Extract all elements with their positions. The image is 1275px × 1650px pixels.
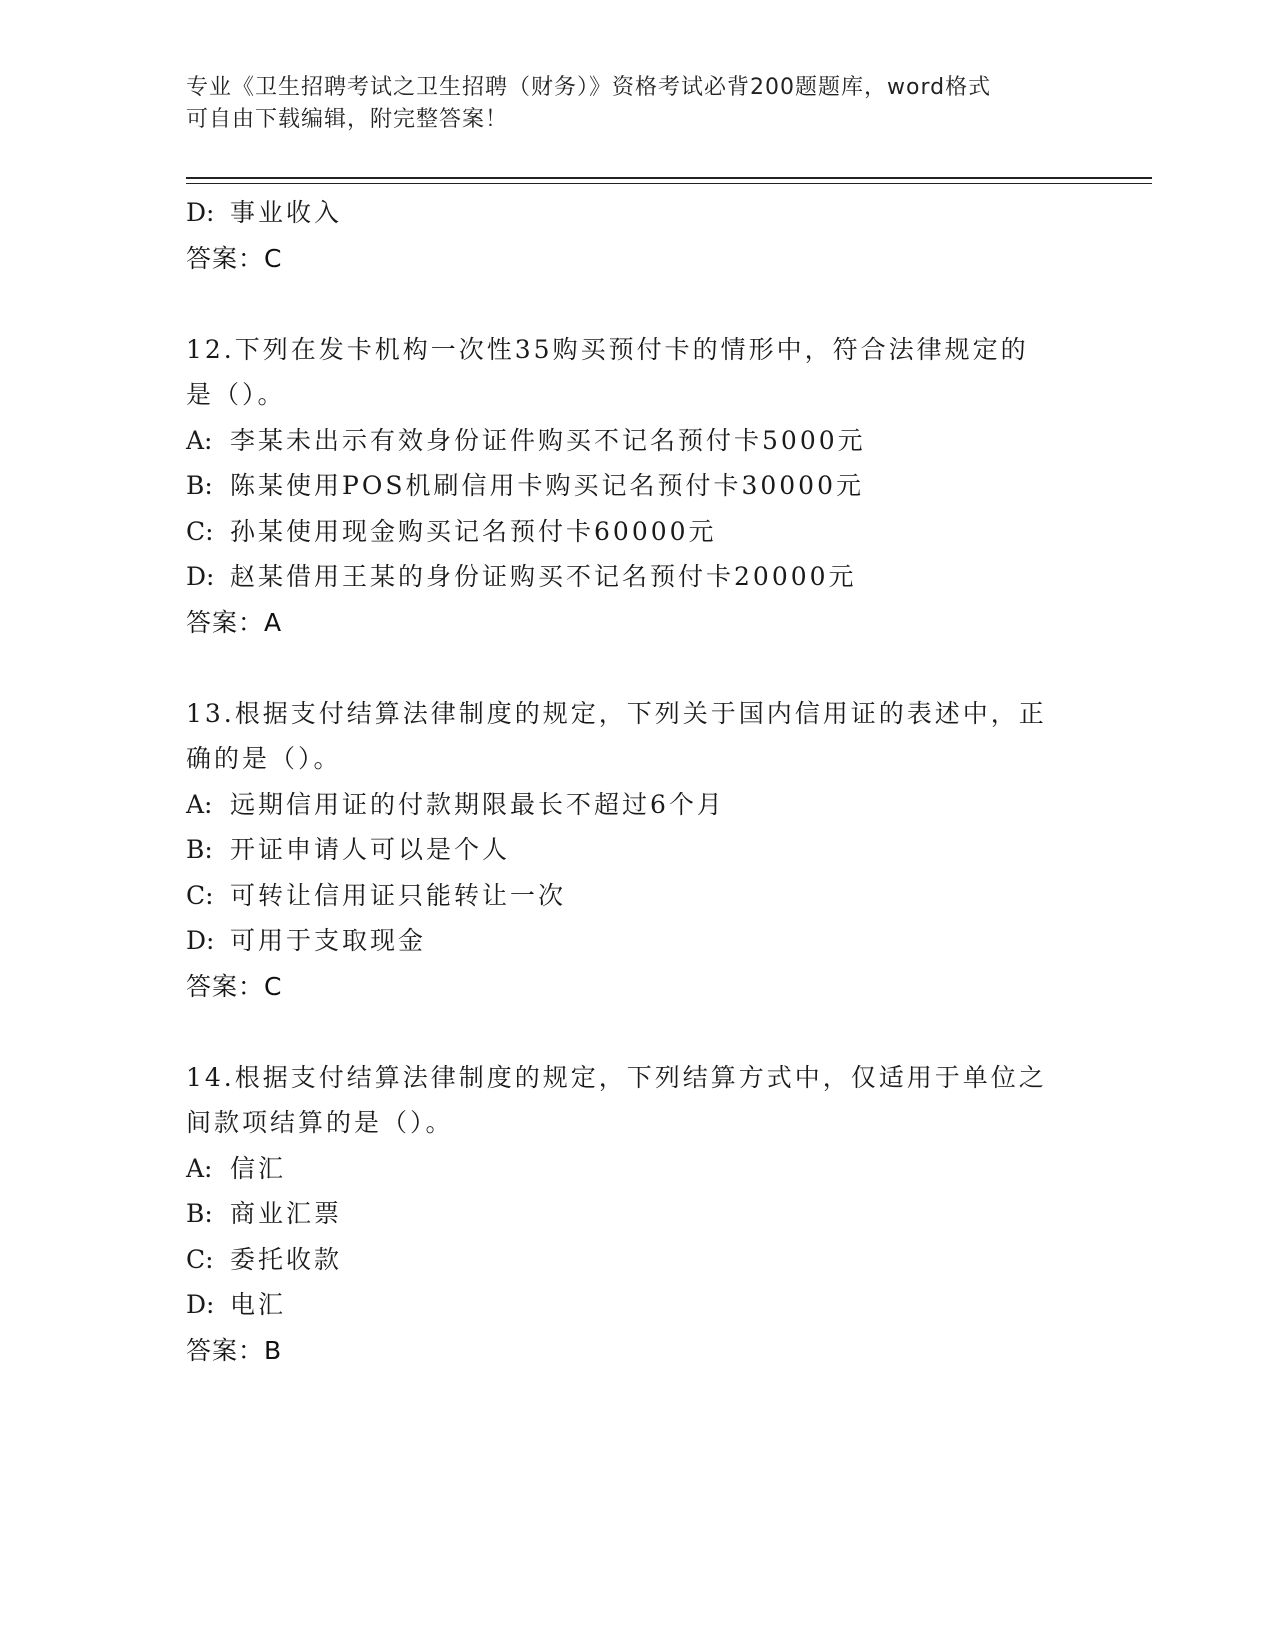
header-line-1: 专业《卫生招聘考试之卫生招聘（财务）》资格考试必背200题题库，word格式: [186, 75, 992, 100]
option-a: [186, 782, 1086, 828]
option-text: 孙某使用现金购买记名预付卡60000元: [230, 516, 717, 546]
option-b: [186, 827, 1086, 873]
option-text: 可转让信用证只能转让一次: [230, 880, 567, 910]
option-c: [186, 873, 1086, 919]
option-label: C:: [186, 1244, 214, 1274]
document-body: [186, 190, 1086, 1373]
question-14: [186, 1055, 1086, 1374]
question-stem-continued: 间款项结算的是（）。: [186, 1108, 454, 1137]
option-label: A:: [186, 1153, 213, 1183]
question-stem-continued: 确的是（）。: [186, 744, 342, 773]
option-label: D:: [186, 926, 215, 955]
answer-line: 答案：A: [186, 607, 283, 637]
document-header-note: [186, 72, 1086, 136]
option-b: [186, 463, 1086, 509]
option-text: 商业汇票: [230, 1199, 343, 1228]
option-d: [186, 1282, 1086, 1328]
option-label: D:: [186, 198, 215, 227]
option-text: 委托收款: [230, 1244, 343, 1274]
option-text: 电汇: [230, 1290, 287, 1319]
spacer: [186, 281, 1086, 327]
option-label: A:: [186, 789, 213, 819]
answer-line: 答案：C: [186, 971, 283, 1001]
option-text: 陈某使用POS机刷信用卡购买记名预付卡30000元: [230, 471, 864, 500]
answer-line: 答案：C: [186, 243, 283, 273]
option-text: 赵某借用王某的身份证购买不记名预付卡20000元: [230, 562, 857, 591]
option-c: [186, 1237, 1086, 1283]
option-label: D:: [186, 1290, 215, 1319]
question-stem: 12.下列在发卡机构一次性35购买预付卡的情形中，符合法律规定的: [186, 334, 1029, 364]
question-stem-continued: 是（）。: [186, 380, 286, 409]
option-text: 事业收入: [230, 198, 343, 227]
option-a: [186, 1146, 1086, 1192]
option-text: 可用于支取现金: [230, 926, 427, 955]
option-label: B:: [186, 1199, 213, 1228]
option-label: A:: [186, 425, 213, 455]
option-label: C:: [186, 516, 214, 546]
option-d: [186, 918, 1086, 964]
spacer: [186, 645, 1086, 691]
question-stem: 14.根据支付结算法律制度的规定，下列结算方式中，仅适用于单位之: [186, 1062, 1047, 1092]
option-text: 远期信用证的付款期限最长不超过6个月: [230, 789, 725, 819]
option-label: C:: [186, 880, 214, 910]
spacer: [186, 1009, 1086, 1055]
option-b: [186, 1191, 1086, 1237]
header-line-2: 可自由下载编辑，附完整答案！: [186, 107, 509, 132]
option-a: [186, 418, 1086, 464]
header-divider-thick: [186, 177, 1152, 179]
option-d: [186, 554, 1086, 600]
question-stem: 13.根据支付结算法律制度的规定，下列关于国内信用证的表述中，正: [186, 698, 1047, 728]
option-label: B:: [186, 835, 213, 864]
question-13: [186, 691, 1086, 1010]
question-12: [186, 327, 1086, 646]
option-d: [186, 190, 1086, 236]
option-label: D:: [186, 562, 215, 591]
option-text: 李某未出示有效身份证件购买不记名预付卡5000元: [230, 425, 866, 455]
option-text: 信汇: [230, 1153, 287, 1183]
option-label: B:: [186, 471, 213, 500]
header-divider-thin: [186, 183, 1152, 184]
option-text: 开证申请人可以是个人: [230, 835, 511, 864]
option-c: [186, 509, 1086, 555]
answer-line: 答案：B: [186, 1335, 283, 1365]
